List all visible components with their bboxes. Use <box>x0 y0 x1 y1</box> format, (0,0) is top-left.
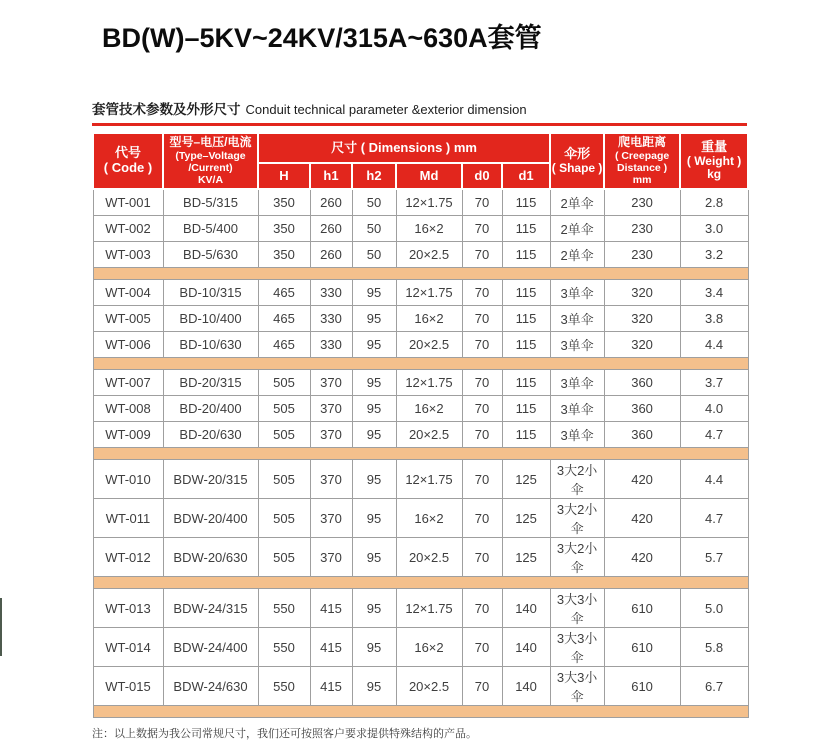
group-separator <box>93 706 748 718</box>
cell-h1: 370 <box>310 460 352 499</box>
cell-md: 20×2.5 <box>396 667 462 706</box>
cell-weight: 3.2 <box>680 242 748 268</box>
group-separator <box>93 577 748 589</box>
cell-type: BD-5/315 <box>163 189 258 216</box>
cell-h1: 415 <box>310 667 352 706</box>
table-row <box>93 332 748 358</box>
cell-type: BDW-20/315 <box>163 460 258 499</box>
cell-h1: 415 <box>310 628 352 667</box>
cell-md: 16×2 <box>396 396 462 422</box>
table-row <box>93 422 748 448</box>
cell-d0: 70 <box>462 538 502 577</box>
col-header-creepage: 爬电距离 ( Creepage Distance ) mm <box>604 133 680 189</box>
cell-type: BDW-20/400 <box>163 499 258 538</box>
red-rule <box>92 123 747 126</box>
cell-shape: 2单伞 <box>550 189 604 216</box>
cell-code: WT-008 <box>93 396 163 422</box>
cell-h: 350 <box>258 189 310 216</box>
cell-d1: 115 <box>502 280 550 306</box>
cell-d1: 115 <box>502 242 550 268</box>
cell-type: BD-20/630 <box>163 422 258 448</box>
cell-h: 505 <box>258 422 310 448</box>
cell-h: 505 <box>258 370 310 396</box>
table-row <box>93 460 748 499</box>
cell-h: 505 <box>258 396 310 422</box>
cell-creepage: 360 <box>604 396 680 422</box>
cell-h1: 370 <box>310 538 352 577</box>
cell-h2: 95 <box>352 306 396 332</box>
cell-creepage: 230 <box>604 216 680 242</box>
cell-d0: 70 <box>462 589 502 628</box>
cell-type: BD-20/315 <box>163 370 258 396</box>
cell-weight: 6.7 <box>680 667 748 706</box>
cell-h2: 95 <box>352 422 396 448</box>
col-header-d0: d0 <box>462 163 502 189</box>
table-row <box>93 396 748 422</box>
cell-shape: 3大3小伞 <box>550 589 604 628</box>
cell-code: WT-006 <box>93 332 163 358</box>
cell-weight: 5.0 <box>680 589 748 628</box>
cell-d1: 140 <box>502 589 550 628</box>
table-row <box>93 667 748 706</box>
cell-md: 12×1.75 <box>396 589 462 628</box>
table-row <box>93 189 748 216</box>
cell-d1: 115 <box>502 216 550 242</box>
cell-code: WT-004 <box>93 280 163 306</box>
cell-h2: 95 <box>352 628 396 667</box>
cell-weight: 2.8 <box>680 189 748 216</box>
cell-h: 505 <box>258 460 310 499</box>
cell-h2: 95 <box>352 370 396 396</box>
cell-md: 20×2.5 <box>396 332 462 358</box>
cell-h1: 330 <box>310 280 352 306</box>
cell-md: 16×2 <box>396 499 462 538</box>
cell-d1: 115 <box>502 422 550 448</box>
spec-table <box>92 132 749 718</box>
cell-h2: 95 <box>352 332 396 358</box>
cell-code: WT-009 <box>93 422 163 448</box>
table-row <box>93 242 748 268</box>
cell-weight: 5.7 <box>680 538 748 577</box>
cell-h: 550 <box>258 589 310 628</box>
cell-h1: 370 <box>310 499 352 538</box>
cell-h: 505 <box>258 538 310 577</box>
table-row <box>93 370 748 396</box>
cell-weight: 3.4 <box>680 280 748 306</box>
cell-d0: 70 <box>462 306 502 332</box>
cell-code: WT-015 <box>93 667 163 706</box>
cell-weight: 4.0 <box>680 396 748 422</box>
cell-d1: 140 <box>502 628 550 667</box>
table-row <box>93 589 748 628</box>
cell-h1: 370 <box>310 370 352 396</box>
cell-code: WT-011 <box>93 499 163 538</box>
cell-h2: 95 <box>352 589 396 628</box>
cell-creepage: 360 <box>604 370 680 396</box>
cell-creepage: 420 <box>604 499 680 538</box>
cell-d0: 70 <box>462 422 502 448</box>
group-separator <box>93 268 748 280</box>
col-header-d1: d1 <box>502 163 550 189</box>
cell-h1: 330 <box>310 306 352 332</box>
cell-creepage: 320 <box>604 332 680 358</box>
cell-h: 505 <box>258 499 310 538</box>
cell-type: BD-20/400 <box>163 396 258 422</box>
cell-h: 550 <box>258 667 310 706</box>
cell-creepage: 230 <box>604 242 680 268</box>
group-separator <box>93 358 748 370</box>
cell-d1: 115 <box>502 306 550 332</box>
cell-d0: 70 <box>462 242 502 268</box>
cell-h2: 95 <box>352 280 396 306</box>
section-heading-zh: 套管技术参数及外形尺寸 <box>92 102 241 117</box>
table-row <box>93 306 748 332</box>
cell-md: 20×2.5 <box>396 242 462 268</box>
cell-shape: 3单伞 <box>550 280 604 306</box>
scan-edge-artifact <box>0 598 2 656</box>
cell-code: WT-007 <box>93 370 163 396</box>
cell-h1: 260 <box>310 242 352 268</box>
cell-md: 16×2 <box>396 628 462 667</box>
cell-d1: 125 <box>502 538 550 577</box>
table-row <box>93 216 748 242</box>
cell-type: BD-5/630 <box>163 242 258 268</box>
cell-d0: 70 <box>462 396 502 422</box>
cell-type: BD-5/400 <box>163 216 258 242</box>
cell-shape: 3单伞 <box>550 306 604 332</box>
cell-h: 550 <box>258 628 310 667</box>
cell-type: BDW-24/630 <box>163 667 258 706</box>
cell-md: 20×2.5 <box>396 538 462 577</box>
cell-d0: 70 <box>462 370 502 396</box>
table-body <box>93 189 748 718</box>
cell-type: BDW-24/400 <box>163 628 258 667</box>
cell-h1: 370 <box>310 396 352 422</box>
cell-d0: 70 <box>462 499 502 538</box>
col-header-type: 型号–电压/电流 (Type–Voltage /Current) KV/A <box>163 133 258 189</box>
cell-weight: 4.4 <box>680 460 748 499</box>
cell-h2: 50 <box>352 216 396 242</box>
cell-code: WT-014 <box>93 628 163 667</box>
cell-weight: 4.7 <box>680 499 748 538</box>
cell-md: 20×2.5 <box>396 422 462 448</box>
cell-md: 12×1.75 <box>396 280 462 306</box>
cell-shape: 3大2小伞 <box>550 460 604 499</box>
cell-d1: 115 <box>502 332 550 358</box>
cell-d1: 125 <box>502 460 550 499</box>
cell-weight: 4.7 <box>680 422 748 448</box>
cell-md: 16×2 <box>396 306 462 332</box>
cell-h: 465 <box>258 306 310 332</box>
cell-d0: 70 <box>462 332 502 358</box>
col-header-dimensions: 尺寸 ( Dimensions ) mm <box>258 133 550 163</box>
cell-creepage: 230 <box>604 189 680 216</box>
cell-weight: 3.8 <box>680 306 748 332</box>
cell-d1: 115 <box>502 370 550 396</box>
cell-code: WT-013 <box>93 589 163 628</box>
cell-type: BD-10/630 <box>163 332 258 358</box>
cell-shape: 2单伞 <box>550 216 604 242</box>
cell-shape: 3大2小伞 <box>550 538 604 577</box>
group-separator <box>93 448 748 460</box>
cell-h1: 415 <box>310 589 352 628</box>
cell-h: 465 <box>258 280 310 306</box>
cell-creepage: 360 <box>604 422 680 448</box>
cell-d1: 115 <box>502 189 550 216</box>
col-header-h2: h2 <box>352 163 396 189</box>
cell-h1: 260 <box>310 216 352 242</box>
cell-shape: 3单伞 <box>550 396 604 422</box>
cell-creepage: 610 <box>604 628 680 667</box>
col-header-shape: 伞形 ( Shape ) <box>550 133 604 189</box>
cell-shape: 2单伞 <box>550 242 604 268</box>
cell-type: BD-10/400 <box>163 306 258 332</box>
cell-code: WT-012 <box>93 538 163 577</box>
cell-weight: 4.4 <box>680 332 748 358</box>
cell-creepage: 610 <box>604 667 680 706</box>
cell-creepage: 610 <box>604 589 680 628</box>
cell-h2: 95 <box>352 667 396 706</box>
cell-h: 350 <box>258 216 310 242</box>
cell-shape: 3大3小伞 <box>550 667 604 706</box>
col-header-Md: Md <box>396 163 462 189</box>
cell-weight: 3.7 <box>680 370 748 396</box>
cell-h1: 370 <box>310 422 352 448</box>
section-heading <box>92 98 747 119</box>
page-content <box>92 16 747 741</box>
cell-d0: 70 <box>462 216 502 242</box>
cell-creepage: 320 <box>604 306 680 332</box>
table-row <box>93 628 748 667</box>
cell-h1: 260 <box>310 189 352 216</box>
table-row <box>93 499 748 538</box>
cell-code: WT-003 <box>93 242 163 268</box>
cell-shape: 3单伞 <box>550 422 604 448</box>
cell-shape: 3单伞 <box>550 332 604 358</box>
cell-md: 16×2 <box>396 216 462 242</box>
cell-creepage: 420 <box>604 460 680 499</box>
table-row <box>93 538 748 577</box>
cell-h: 465 <box>258 332 310 358</box>
cell-d0: 70 <box>462 280 502 306</box>
col-header-h1: h1 <box>310 163 352 189</box>
cell-type: BDW-24/315 <box>163 589 258 628</box>
cell-d0: 70 <box>462 667 502 706</box>
cell-type: BD-10/315 <box>163 280 258 306</box>
cell-h: 350 <box>258 242 310 268</box>
cell-md: 12×1.75 <box>396 460 462 499</box>
cell-h1: 330 <box>310 332 352 358</box>
cell-h2: 95 <box>352 499 396 538</box>
page-title: BD(W)–5KV~24KV/315A~630A套管 <box>102 23 542 53</box>
cell-d1: 115 <box>502 396 550 422</box>
cell-h2: 95 <box>352 538 396 577</box>
cell-h2: 50 <box>352 189 396 216</box>
cell-h2: 95 <box>352 396 396 422</box>
cell-code: WT-002 <box>93 216 163 242</box>
cell-shape: 3大3小伞 <box>550 628 604 667</box>
cell-h2: 95 <box>352 460 396 499</box>
cell-d0: 70 <box>462 189 502 216</box>
table-header <box>93 133 748 189</box>
cell-weight: 5.8 <box>680 628 748 667</box>
footnote: 注：以上数据为我公司常规尺寸，我们还可按照客户要求提供特殊结构的产品。 <box>92 728 477 740</box>
section-heading-en: Conduit technical parameter &exterior dimension <box>245 102 527 117</box>
table-row <box>93 280 748 306</box>
cell-d1: 125 <box>502 499 550 538</box>
cell-d0: 70 <box>462 628 502 667</box>
cell-d1: 140 <box>502 667 550 706</box>
cell-code: WT-010 <box>93 460 163 499</box>
cell-md: 12×1.75 <box>396 189 462 216</box>
col-header-H: H <box>258 163 310 189</box>
cell-md: 12×1.75 <box>396 370 462 396</box>
col-header-code: 代号 ( Code ) <box>93 133 163 189</box>
header-row-top <box>93 133 748 163</box>
cell-d0: 70 <box>462 460 502 499</box>
cell-type: BDW-20/630 <box>163 538 258 577</box>
cell-shape: 3单伞 <box>550 370 604 396</box>
cell-creepage: 420 <box>604 538 680 577</box>
cell-code: WT-005 <box>93 306 163 332</box>
cell-weight: 3.0 <box>680 216 748 242</box>
cell-creepage: 320 <box>604 280 680 306</box>
col-header-weight: 重量 ( Weight ) kg <box>680 133 748 189</box>
cell-shape: 3大2小伞 <box>550 499 604 538</box>
cell-h2: 50 <box>352 242 396 268</box>
cell-code: WT-001 <box>93 189 163 216</box>
